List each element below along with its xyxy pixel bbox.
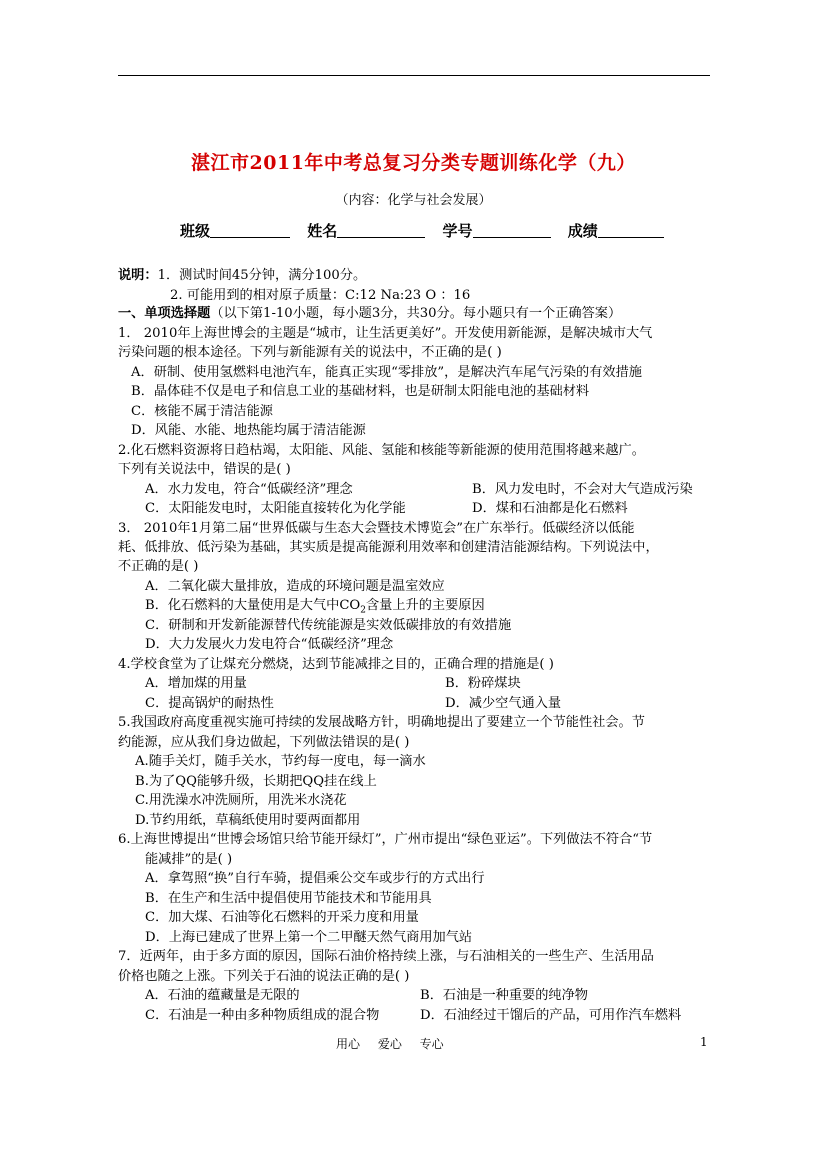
q5-option-c: C.用洗澡水冲洗厕所，用洗米水浇花 xyxy=(135,793,347,808)
q5-option-d: D.节约用纸，草稿纸使用时要两面都用 xyxy=(135,813,361,828)
q3-stem-3: 不正确的是( ) xyxy=(118,559,199,574)
q4-option-a: A．增加煤的用量 xyxy=(145,676,247,691)
q2-option-b: B．风力发电时，不会对大气造成污染 xyxy=(472,482,693,497)
footer-motto: 用心 爱心 专心 xyxy=(336,1037,444,1051)
q4-stem: 4.学校食堂为了让煤充分燃烧，达到节能减排之目的，正确合理的措施是( ) xyxy=(118,657,554,672)
q4-option-c: C．提高锅炉的耐热性 xyxy=(145,696,274,711)
q6-option-a: A．拿驾照“换”自行车骑，提倡乘公交车或步行的方式出行 xyxy=(145,871,485,886)
q1-option-d: D．风能、水能、地热能均属于清洁能源 xyxy=(131,423,366,438)
q3-option-c: C．研制和开发新能源替代传统能源是实效低碳排放的有效措施 xyxy=(145,618,512,633)
q7-stem-1: 7．近两年，由于多方面的原因，国际石油价格持续上涨，与石油相关的一些生产、生活用品 xyxy=(118,949,654,964)
q7-option-c: C．石油是一种由多种物质组成的混合物 xyxy=(145,1008,380,1023)
q3-stem-2: 耗、低排放、低污染为基础，其实质是提高能源利用效率和创建清洁能源结构。下列说法中， xyxy=(118,540,659,555)
q5-stem-1: 5.我国政府高度重视实施可持续的发展战略方针，明确地提出了要建立一个节能性社会。节 xyxy=(118,715,645,730)
q7-stem-2: 价格也随之上涨。下列关于石油的说法正确的是( ) xyxy=(118,969,410,984)
field-number: 学号 xyxy=(443,220,551,241)
field-name: 姓名 xyxy=(307,220,425,241)
field-score: 成绩 xyxy=(568,220,664,241)
q3-option-a: A．二氧化碳大量排放，造成的环境问题是温室效应 xyxy=(145,579,445,594)
q6-stem-2: 能减排”的是( ) xyxy=(145,852,233,867)
q6-option-b: B．在生产和生活中提倡使用节能技术和节能用具 xyxy=(145,891,432,906)
page-subtitle: （内容：化学与社会发展） xyxy=(335,193,492,208)
q2-option-a: A．水力发电，符合“低碳经济”理念 xyxy=(145,482,353,497)
q3-option-d: D．大力发展火力发电符合“低碳经济”理念 xyxy=(145,637,394,652)
q5-option-a: A.随手关灯，随手关水，节约每一度电，每一滴水 xyxy=(135,754,426,769)
q5-stem-2: 约能源，应从我们身边做起，下列做法错误的是( ) xyxy=(118,735,410,750)
q3-option-b: B．化石燃料的大量使用是大气中$CO_2$含量上升的主要原因 xyxy=(145,598,485,616)
q1-option-b: B．晶体硅不仅是电子和信息工业的基础材料，也是研制太阳能电池的基础材料 xyxy=(131,384,590,399)
student-info-fields xyxy=(180,220,676,241)
field-class: 班级 xyxy=(180,220,290,241)
q7-option-b: B．石油是一种重要的纯净物 xyxy=(420,988,588,1003)
q3-stem-1: 3． 2010年1月第二届“世界低碳与生态大会暨技术博览会”在广东举行。低碳经济以低能 xyxy=(118,521,635,536)
field-score-blank[interactable] xyxy=(598,223,664,238)
page-title: 湛江市2011年中考总复习分类专题训练化学（九） xyxy=(191,152,636,174)
q6-option-d: D．上海已建成了世界上第一个二甲醚天然气商用加气站 xyxy=(145,930,473,945)
q2-option-d: D．煤和石油都是化石燃料 xyxy=(472,501,628,516)
field-class-blank[interactable] xyxy=(210,223,290,238)
q1-stem-2: 污染问题的根本途径。下列与新能源有关的说法中，不正确的是( ) xyxy=(118,345,502,360)
q1-option-a: A．研制、使用氢燃料电池汽车，能真正实现“零排放”，是解决汽车尾气污染的有效措施 xyxy=(131,365,642,380)
q4-option-b: B．粉碎煤块 xyxy=(445,676,521,691)
page-number: 1 xyxy=(700,1035,708,1049)
notes-label: 说明： xyxy=(118,268,158,283)
q2-stem-1: 2.化石燃料资源将日趋枯竭，太阳能、风能、氢能和核能等新能源的使用范围将越来越广。 xyxy=(118,443,645,458)
notes-line-1 xyxy=(118,267,366,285)
q1-stem-1: 1． 2010年上海世博会的主题是“城市，让生活更美好”。开发使用新能源，是解决城市大气 xyxy=(118,326,653,341)
field-name-blank[interactable] xyxy=(337,223,425,238)
note-1: 1．测试时间45分钟，满分100分。 xyxy=(157,268,367,283)
header-rule xyxy=(118,75,710,76)
q2-stem-2: 下列有关说法中，错误的是( ) xyxy=(118,462,291,477)
section-1-heading: 一、单项选择题（以下第1-10小题，每小题3分，共30分。每小题只有一个正确答案） xyxy=(118,306,622,321)
q4-option-d: D．减少空气通入量 xyxy=(445,696,562,711)
q2-option-c: C．太阳能发电时，太阳能直接转化为化学能 xyxy=(145,501,406,516)
q5-option-b: B.为了QQ能够升级，长期把QQ挂在线上 xyxy=(135,774,377,789)
q7-option-d: D．石油经过干馏后的产品，可用作汽车燃料 xyxy=(420,1008,682,1023)
note-2: 2. 可能用到的相对原子质量：C:12 Na:23 O ：16 xyxy=(170,288,471,303)
q7-option-a: A．石油的蕴藏量是无限的 xyxy=(145,988,300,1003)
q6-stem-1: 6.上海世博提出“世博会场馆只给节能开绿灯”，广州市提出“绿色亚运”。下列做法不符合“节 xyxy=(118,832,653,847)
q6-option-c: C．加大煤、石油等化石燃料的开采力度和用量 xyxy=(145,910,419,925)
field-number-blank[interactable] xyxy=(473,223,551,238)
q1-option-c: C．核能不属于清洁能源 xyxy=(131,404,273,419)
